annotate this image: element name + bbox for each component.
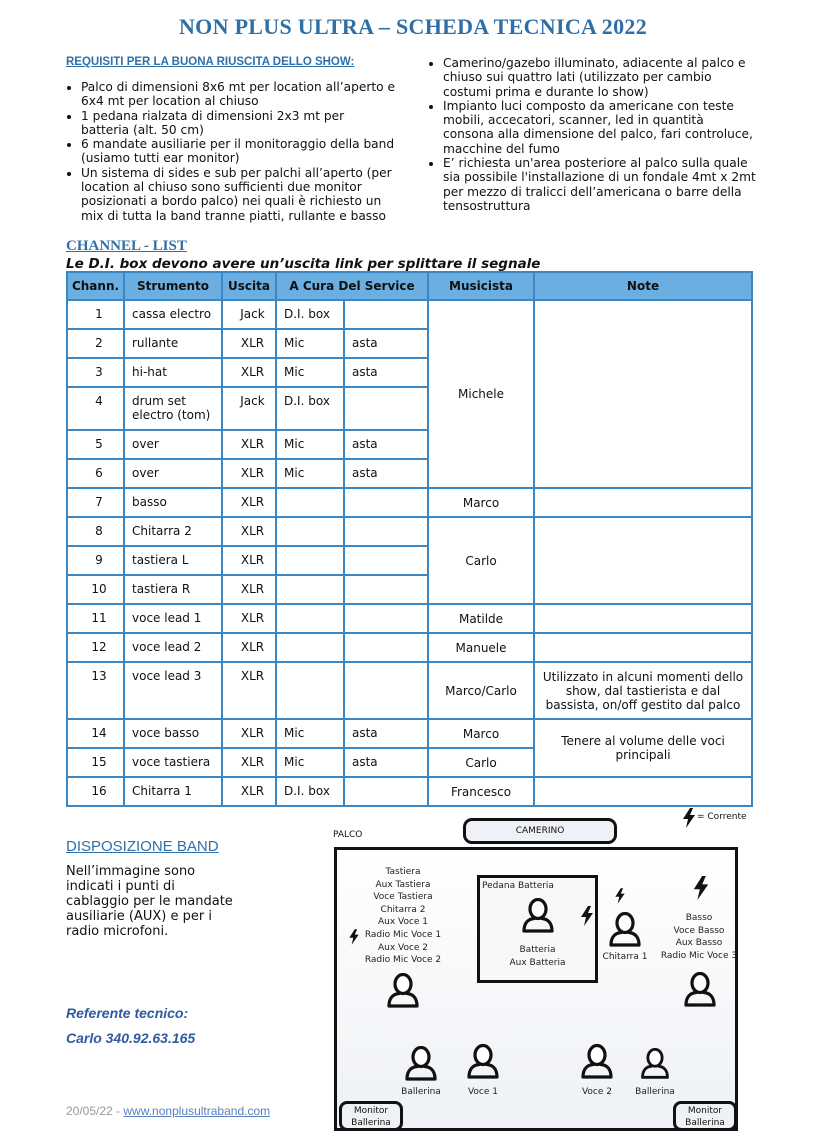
channel-number: 10 bbox=[67, 575, 124, 604]
requirement-item: • Palco di dimensioni 8x6 mt per location all’aperto e 6x4 mt per location al chiuso bbox=[81, 80, 396, 109]
service-cell bbox=[276, 546, 344, 575]
plot-label: Radio Mic Voce 2 bbox=[364, 955, 442, 966]
plot-label: Ballerina bbox=[351, 1118, 391, 1128]
plot-label: Monitor bbox=[353, 1106, 389, 1116]
channel-number: 7 bbox=[67, 488, 124, 517]
channel-number: 16 bbox=[67, 777, 124, 806]
service-stand-cell bbox=[344, 662, 428, 719]
service-stand-cell bbox=[344, 546, 428, 575]
person-icon bbox=[403, 1046, 439, 1082]
service-cell: D.I. box bbox=[276, 387, 344, 430]
output-cell: XLR bbox=[222, 329, 276, 358]
channel-number: 6 bbox=[67, 459, 124, 488]
instrument-cell: basso bbox=[124, 488, 222, 517]
service-cell bbox=[276, 633, 344, 662]
page-title: NON PLUS ULTRA – SCHEDA TECNICA 2022 bbox=[178, 14, 648, 39]
note-cell bbox=[534, 517, 752, 604]
column-header-uscita: Uscita bbox=[222, 272, 276, 300]
note-cell: Tenere al volume delle voci principali bbox=[534, 719, 752, 777]
musician-cell: Marco/Carlo bbox=[428, 662, 534, 719]
instrument-cell: hi-hat bbox=[124, 358, 222, 387]
service-stand-cell bbox=[344, 488, 428, 517]
musician-cell: Marco bbox=[428, 488, 534, 517]
service-stand-cell: asta bbox=[344, 329, 428, 358]
musician-cell: Matilde bbox=[428, 604, 534, 633]
note-cell bbox=[534, 300, 752, 488]
monitor-right bbox=[673, 1101, 737, 1131]
channel-number: 2 bbox=[67, 329, 124, 358]
musician-cell: Manuele bbox=[428, 633, 534, 662]
disposizione-text: Nell’immagine sono indicati i punti di cablaggio per le mandate ausiliarie (AUX) e per i radio microfoni. bbox=[66, 864, 233, 939]
table-row bbox=[67, 662, 752, 719]
monitor-left bbox=[339, 1101, 403, 1131]
table-row bbox=[67, 719, 752, 748]
service-cell: Mic bbox=[276, 459, 344, 488]
channel-number: 15 bbox=[67, 748, 124, 777]
voce2-label: Voce 2 bbox=[581, 1087, 613, 1097]
service-cell bbox=[276, 604, 344, 633]
instrument-cell: voce basso bbox=[124, 719, 222, 748]
output-cell: XLR bbox=[222, 662, 276, 719]
instrument-cell: voce lead 2 bbox=[124, 633, 222, 662]
column-header-service: A Cura Del Service bbox=[276, 272, 428, 300]
instrument-cell: rullante bbox=[124, 329, 222, 358]
output-cell: XLR bbox=[222, 719, 276, 748]
table-row bbox=[67, 633, 752, 662]
plot-label: Chitarra 2 bbox=[380, 904, 426, 915]
instrument-cell: tastiera R bbox=[124, 575, 222, 604]
palco-label: PALCO bbox=[333, 830, 363, 840]
legend-label: = Corrente bbox=[697, 812, 747, 822]
service-cell: Mic bbox=[276, 358, 344, 387]
column-header-musicista: Musicista bbox=[428, 272, 534, 300]
instrument-cell: over bbox=[124, 459, 222, 488]
column-header-strumento: Strumento bbox=[124, 272, 222, 300]
plot-label: Radio Mic Voce 1 bbox=[364, 929, 442, 940]
musician-cell: Francesco bbox=[428, 777, 534, 806]
service-cell bbox=[276, 517, 344, 546]
instrument-cell: drum set electro (tom) bbox=[124, 387, 222, 430]
instrument-cell: voce lead 1 bbox=[124, 604, 222, 633]
person-icon bbox=[682, 972, 718, 1008]
requirement-item: • Impianto luci composto da americane con teste mobili, accecatori, scanner, led in quantità consona alla dimensione del palco, fari controluce, macchine del fumo bbox=[443, 99, 758, 156]
stage-plot bbox=[334, 847, 738, 1131]
person-icon bbox=[579, 1044, 615, 1080]
requirements-heading: REQUISITI PER LA BUONA RIUSCITA DELLO SHOW: bbox=[66, 56, 355, 68]
service-cell: D.I. box bbox=[276, 777, 344, 806]
channel-list-table bbox=[66, 271, 753, 807]
plot-label: Aux Basso bbox=[675, 938, 723, 949]
instrument-cell: cassa electro bbox=[124, 300, 222, 329]
channel-number: 3 bbox=[67, 358, 124, 387]
lightning-icon bbox=[613, 888, 627, 904]
requirement-item: • 6 mandate ausiliarie per il monitoraggio della band (usiamo tutti ear monitor) bbox=[81, 137, 396, 166]
person-icon bbox=[607, 912, 643, 948]
musician-cell: Carlo bbox=[428, 517, 534, 604]
channel-list-heading: CHANNEL - LIST bbox=[66, 238, 187, 254]
person-icon bbox=[465, 1044, 501, 1080]
footer bbox=[66, 1104, 270, 1118]
camerino-box bbox=[463, 818, 617, 844]
referente-label: Referente tecnico: bbox=[66, 1005, 189, 1021]
table-row bbox=[67, 488, 752, 517]
instrument-cell: over bbox=[124, 430, 222, 459]
table-row bbox=[67, 300, 752, 329]
chitarra1-label: Chitarra 1 bbox=[602, 952, 648, 962]
lightning-icon bbox=[578, 906, 596, 926]
requirement-item: • 1 pedana rialzata di dimensioni 2x3 mt per batteria (alt. 50 cm) bbox=[81, 109, 396, 138]
output-cell: XLR bbox=[222, 546, 276, 575]
note-cell bbox=[534, 777, 752, 806]
service-stand-cell bbox=[344, 300, 428, 329]
musician-cell: Marco bbox=[428, 719, 534, 748]
ballerina-label: Ballerina bbox=[401, 1087, 441, 1097]
ballerina-label: Ballerina bbox=[635, 1087, 675, 1097]
camerino-label: CAMERINO bbox=[515, 826, 565, 836]
column-header-note: Note bbox=[534, 272, 752, 300]
channel-number: 14 bbox=[67, 719, 124, 748]
column-header-chann: Chann. bbox=[67, 272, 124, 300]
instrument-cell: tastiera L bbox=[124, 546, 222, 575]
service-stand-cell bbox=[344, 777, 428, 806]
output-cell: Jack bbox=[222, 300, 276, 329]
plot-label: Aux Tastiera bbox=[375, 879, 431, 890]
person-icon bbox=[520, 898, 556, 934]
drum-riser bbox=[477, 875, 598, 983]
output-cell: XLR bbox=[222, 430, 276, 459]
note-cell bbox=[534, 488, 752, 517]
service-cell: Mic bbox=[276, 329, 344, 358]
note-cell bbox=[534, 633, 752, 662]
channel-number: 9 bbox=[67, 546, 124, 575]
output-cell: XLR bbox=[222, 748, 276, 777]
lightning-icon bbox=[690, 876, 712, 900]
service-cell: D.I. box bbox=[276, 300, 344, 329]
plot-label: Monitor bbox=[687, 1106, 723, 1116]
service-cell: Mic bbox=[276, 719, 344, 748]
instrument-cell: voce lead 3 bbox=[124, 662, 222, 719]
left-group-labels bbox=[345, 866, 461, 967]
channel-list-note: Le D.I. box devono avere un’uscita link per splittare il segnale bbox=[66, 256, 541, 272]
plot-label: Batteria bbox=[519, 945, 556, 955]
channel-number: 1 bbox=[67, 300, 124, 329]
output-cell: XLR bbox=[222, 488, 276, 517]
channel-number: 8 bbox=[67, 517, 124, 546]
bass-group-labels bbox=[659, 912, 739, 962]
note-cell: Utilizzato in alcuni momenti dello show, dal tastierista e dal bassista, on/off gestito dal palco bbox=[534, 662, 752, 719]
plot-label: Voce Tastiera bbox=[373, 892, 433, 903]
channel-number: 12 bbox=[67, 633, 124, 662]
service-stand-cell: asta bbox=[344, 430, 428, 459]
service-stand-cell bbox=[344, 575, 428, 604]
service-stand-cell: asta bbox=[344, 748, 428, 777]
table-row bbox=[67, 517, 752, 546]
drum-labels bbox=[480, 944, 595, 969]
service-stand-cell: asta bbox=[344, 719, 428, 748]
service-stand-cell bbox=[344, 387, 428, 430]
requirement-item: • Camerino/gazebo illuminato, adiacente al palco e chiuso sui quattro lati (utilizzato per cambio costumi prima e durante lo show) bbox=[443, 56, 758, 99]
plot-label: Aux Voce 2 bbox=[377, 942, 429, 953]
service-cell: Mic bbox=[276, 748, 344, 777]
channel-number: 4 bbox=[67, 387, 124, 430]
instrument-cell: Chitarra 2 bbox=[124, 517, 222, 546]
output-cell: XLR bbox=[222, 459, 276, 488]
disposizione-heading: DISPOSIZIONE BAND bbox=[66, 838, 219, 855]
drum-riser-label: Pedana Batteria bbox=[482, 881, 554, 891]
plot-label: Aux Voce 1 bbox=[377, 917, 429, 928]
note-cell bbox=[534, 604, 752, 633]
plot-label: Ballerina bbox=[685, 1118, 725, 1128]
table-header-row bbox=[67, 272, 752, 300]
instrument-cell: Chitarra 1 bbox=[124, 777, 222, 806]
output-cell: XLR bbox=[222, 358, 276, 387]
output-cell: XLR bbox=[222, 633, 276, 662]
footer-date: 20/05/22 - bbox=[66, 1104, 124, 1118]
requirement-item: • Un sistema di sides e sub per palchi all’aperto (per location al chiuso sono sufficienti due monitor posizionati a bordo palco) nei quali è richiesto un mix di tutta la band tranne piatti, rullante e basso bbox=[81, 166, 396, 223]
plot-label: Basso bbox=[685, 913, 713, 923]
channel-number: 11 bbox=[67, 604, 124, 633]
service-stand-cell bbox=[344, 604, 428, 633]
lightning-icon bbox=[347, 929, 361, 945]
service-cell bbox=[276, 662, 344, 719]
service-cell bbox=[276, 488, 344, 517]
table-row bbox=[67, 777, 752, 806]
musician-cell: Michele bbox=[428, 300, 534, 488]
plot-label: Tastiera bbox=[385, 867, 421, 877]
person-icon bbox=[639, 1048, 671, 1080]
table-row bbox=[67, 604, 752, 633]
instrument-cell: voce tastiera bbox=[124, 748, 222, 777]
website-link[interactable]: www.nonplusultraband.com bbox=[123, 1104, 271, 1118]
channel-number: 5 bbox=[67, 430, 124, 459]
person-icon bbox=[385, 973, 421, 1009]
service-stand-cell bbox=[344, 517, 428, 546]
plot-label: Aux Batteria bbox=[509, 957, 566, 968]
channel-number: 13 bbox=[67, 662, 124, 719]
output-cell: XLR bbox=[222, 604, 276, 633]
voce1-label: Voce 1 bbox=[467, 1087, 499, 1097]
plot-label: Voce Basso bbox=[673, 925, 725, 936]
lightning-icon bbox=[680, 808, 698, 828]
service-stand-cell: asta bbox=[344, 358, 428, 387]
service-stand-cell: asta bbox=[344, 459, 428, 488]
service-stand-cell bbox=[344, 633, 428, 662]
referente-contact: Carlo 340.92.63.165 bbox=[66, 1030, 196, 1046]
requirements-left-column bbox=[66, 80, 396, 223]
service-cell bbox=[276, 575, 344, 604]
plot-label: Radio Mic Voce 3 bbox=[660, 950, 738, 961]
output-cell: XLR bbox=[222, 517, 276, 546]
musician-cell: Carlo bbox=[428, 748, 534, 777]
output-cell: XLR bbox=[222, 777, 276, 806]
output-cell: Jack bbox=[222, 387, 276, 430]
requirement-item: • E’ richiesta un'area posteriore al palco sulla quale sia possibile l'installazione di un fondale 4mt x 2mt per mezzo di tralicci dell’americana o barre della tensostruttura bbox=[443, 156, 758, 213]
output-cell: XLR bbox=[222, 575, 276, 604]
requirements-right-column bbox=[428, 56, 758, 213]
service-cell: Mic bbox=[276, 430, 344, 459]
